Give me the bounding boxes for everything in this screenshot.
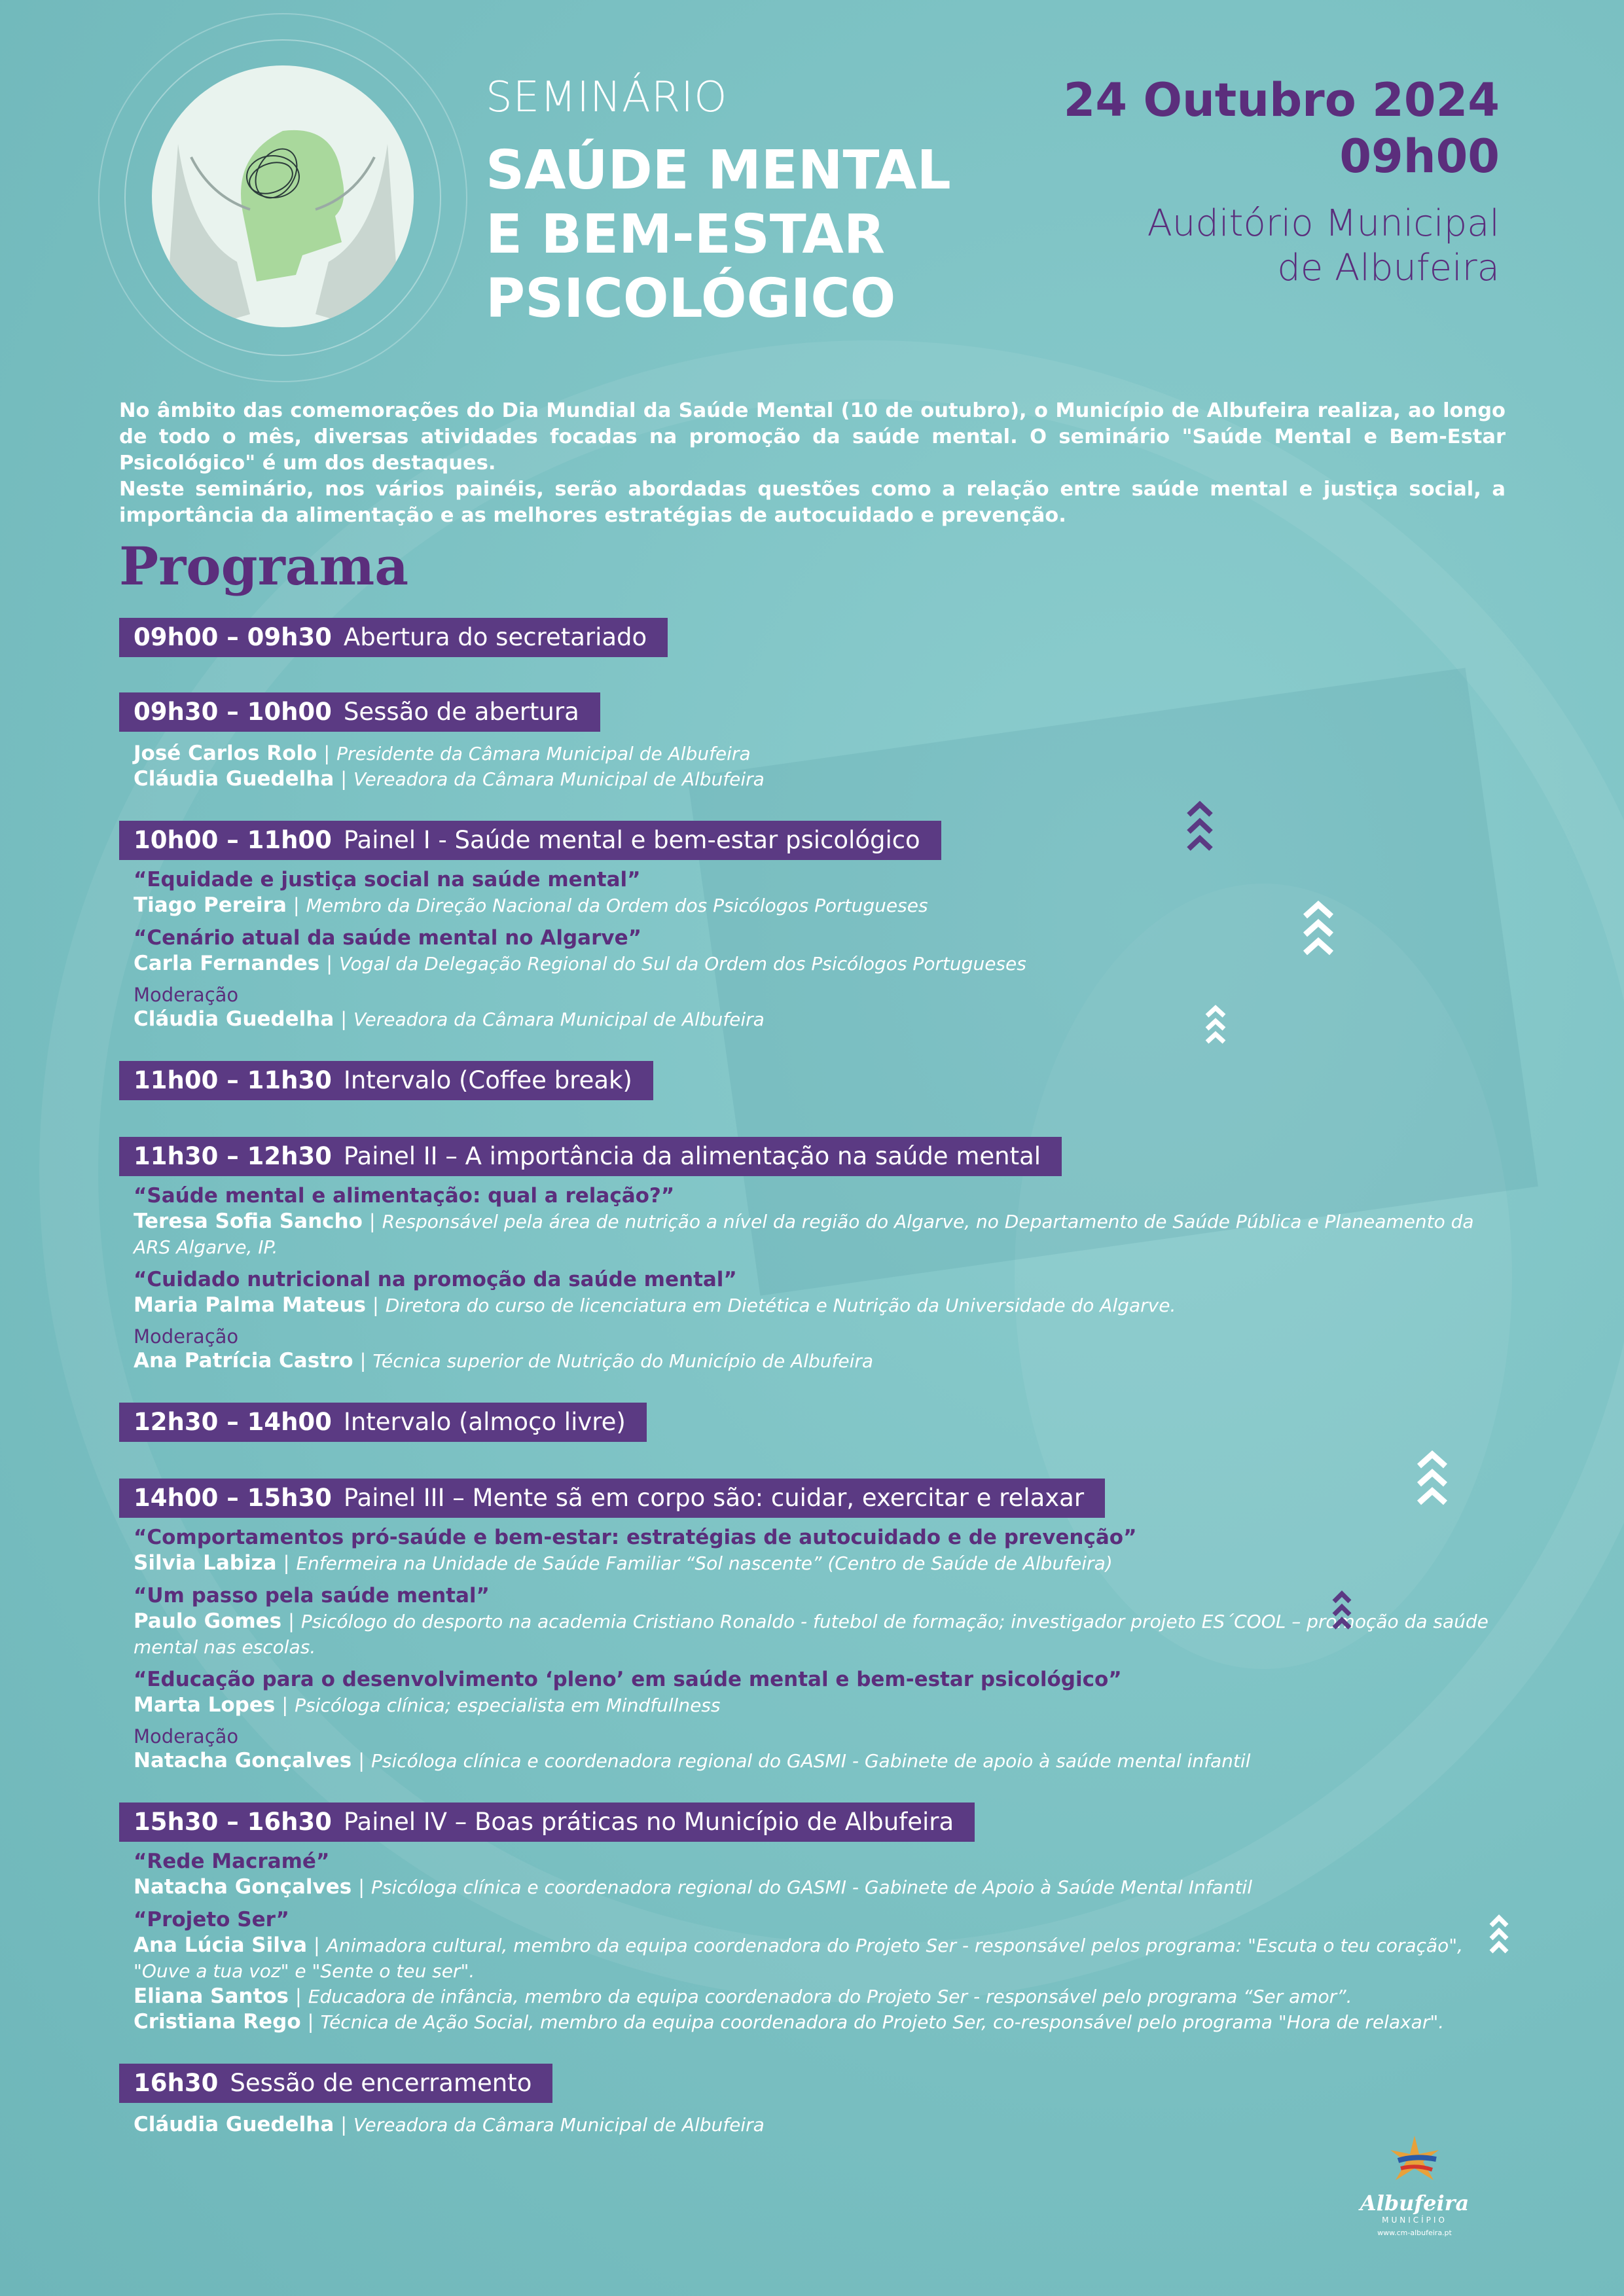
- speaker-list: [134, 741, 1507, 792]
- event-time: 09h00: [1339, 130, 1500, 183]
- speaker: [134, 2009, 1507, 2035]
- title-line: SAÚDE MENTAL: [486, 139, 951, 202]
- speaker: [134, 1984, 1507, 2009]
- session-bar: [119, 1137, 1062, 1176]
- session-title: Sessão de abertura: [343, 698, 579, 726]
- moderator: [134, 1007, 1507, 1032]
- speaker-name: Tiago Pereira: [134, 893, 287, 917]
- speaker-role: Enfermeira na Unidade de Saúde Familiar “Sol nascente” (Centro de Saúde de Albufeira): [296, 1552, 1113, 1574]
- talk-title: “Cuidado nutricional na promoção da saúde mental”: [134, 1268, 737, 1291]
- speaker-name: Ana Patrícia Castro: [134, 1349, 353, 1372]
- session-time: 14h00 – 15h30: [134, 1484, 332, 1512]
- speaker-name: Carla Fernandes: [134, 952, 320, 975]
- speaker-role: Diretora do curso de licenciatura em Dietética e Nutrição da Universidade do Algarve.: [385, 1295, 1176, 1316]
- session-bar: [119, 692, 600, 732]
- separator: |: [340, 1008, 348, 1030]
- speaker-role: Educadora de infância, membro da equipa coordenadora do Projeto Ser - responsável pelo programa “Ser amor”.: [308, 1986, 1352, 2007]
- talk-list: [134, 1848, 1507, 2035]
- speaker-name: Natacha Gonçalves: [134, 1875, 352, 1899]
- intro-text: [119, 398, 1506, 529]
- talk-title: “Saúde mental e alimentação: qual a relação?”: [134, 1184, 675, 1208]
- chevron-up-icon: [1186, 795, 1214, 861]
- logo-brand: Albufeira: [1360, 2191, 1470, 2215]
- session-bar: [119, 821, 941, 860]
- separator: |: [369, 1210, 376, 1232]
- chevron-up-icon: [1489, 1911, 1509, 1958]
- session-time: 10h00 – 11h00: [134, 826, 332, 854]
- event-info: [1064, 72, 1500, 291]
- session: [119, 1061, 1507, 1100]
- session-bar: [119, 1803, 975, 1842]
- separator: |: [340, 768, 348, 790]
- talk-list: [134, 1524, 1507, 1774]
- speaker-name: Paulo Gomes: [134, 1609, 282, 1633]
- seminar-title: [486, 139, 983, 331]
- logo-mark: [1379, 2129, 1451, 2188]
- seminar-label: SEMINÁRIO: [486, 73, 728, 122]
- session-title: Painel III – Mente sã em corpo são: cuidar, exercitar e relaxar: [343, 1484, 1085, 1512]
- session-title: Painel II – A importância da alimentação na saúde mental: [343, 1142, 1041, 1170]
- moderation-label: Moderação: [134, 1325, 239, 1348]
- session-title: Sessão de encerramento: [230, 2069, 532, 2097]
- speaker-role: Vereadora da Câmara Municipal de Albufeira: [353, 1009, 765, 1030]
- speaker-name: Cláudia Guedelha: [134, 2113, 334, 2136]
- speaker-role: Vereadora da Câmara Municipal de Albufeira: [353, 768, 765, 790]
- session-bar: [119, 618, 668, 657]
- chevron-up-icon: [1331, 1587, 1352, 1634]
- talk-title: “Projeto Ser”: [134, 1908, 289, 1931]
- speaker: [134, 893, 1507, 918]
- moderator: [134, 1748, 1507, 1774]
- speaker: [134, 1693, 1507, 1718]
- speaker-role: Psicóloga clínica e coordenadora regional do GASMI - Gabinete de apoio à saúde mental infantil: [370, 1750, 1251, 1772]
- speaker-name: Silvia Labiza: [134, 1551, 277, 1575]
- moderator: [134, 1348, 1507, 1374]
- speaker: [134, 1609, 1507, 1660]
- separator: |: [281, 1694, 289, 1716]
- session-time: 11h00 – 11h30: [134, 1066, 332, 1094]
- session-time: 12h30 – 14h00: [134, 1408, 332, 1436]
- separator: |: [283, 1552, 290, 1574]
- speaker-name: Ana Lúcia Silva: [134, 1933, 308, 1957]
- logo-url: www.cm-albufeira.pt: [1377, 2229, 1452, 2237]
- talk-list: [134, 867, 1507, 1032]
- speaker: [134, 1874, 1507, 1900]
- session-bar: [119, 1061, 653, 1100]
- moderation-label: Moderação: [134, 984, 239, 1006]
- intro-paragraph: No âmbito das comemorações do Dia Mundial da Saúde Mental (10 de outubro), o Município de Albufeira realiza, ao longo de todo o mês, diversas atividades focadas na promoção da saúde mental. O seminário "Saúde Mental e Bem-Estar Psicológico" é um dos destaques.: [119, 399, 1506, 475]
- speaker-role: Vogal da Delegação Regional do Sul da Ordem dos Psicólogos Portugueses: [339, 953, 1026, 975]
- speaker-role: Membro da Direção Nacional da Ordem dos Psicólogos Portugueses: [306, 895, 928, 916]
- session-time: 09h30 – 10h00: [134, 698, 332, 726]
- separator: |: [293, 894, 300, 916]
- speaker: [134, 741, 1507, 766]
- moderation-label: Moderação: [134, 1725, 239, 1748]
- speaker-role: Animadora cultural, membro da equipa coordenadora do Projeto Ser - responsável pelos programa: "Escuta o teu coração", "Ouve a tua voz" e "Sente o teu ser".: [134, 1935, 1463, 1982]
- schedule: [119, 618, 1507, 2138]
- title-line: E BEM-ESTAR: [486, 204, 885, 266]
- talk-title: “Equidade e justiça social na saúde mental”: [134, 868, 641, 891]
- session-bar: [119, 1479, 1105, 1518]
- venue-line: Auditório Municipal: [1147, 202, 1500, 245]
- session: [119, 1403, 1507, 1442]
- speaker-role: Presidente da Câmara Municipal de Albufeira: [336, 743, 751, 764]
- talk-title: “Comportamentos pró-saúde e bem-estar: estratégias de autocuidado e de prevenção”: [134, 1526, 1137, 1549]
- separator: |: [314, 1934, 320, 1956]
- hands-holding-head-illustration: [152, 65, 414, 327]
- speaker-name: Teresa Sofia Sancho: [134, 1210, 363, 1233]
- speaker-role: Psicóloga clínica; especialista em Mindfullness: [295, 1695, 721, 1716]
- speaker-name: Natacha Gonçalves: [134, 1749, 352, 1772]
- speaker-role: Psicóloga clínica e coordenadora regional do GASMI - Gabinete de Apoio à Saúde Mental Infantil: [370, 1876, 1252, 1898]
- speaker-name: José Carlos Rolo: [134, 742, 317, 765]
- separator: |: [359, 1350, 367, 1372]
- speaker: [134, 766, 1507, 792]
- speaker: [134, 1209, 1507, 1260]
- session-bar: [119, 2064, 552, 2103]
- separator: |: [326, 952, 333, 975]
- session: [119, 618, 1507, 657]
- venue-line: de Albufeira: [1277, 247, 1500, 289]
- speaker-role: Técnica de Ação Social, membro da equipa coordenadora do Projeto Ser, co-responsável pelo programa "Hora de relaxar".: [320, 2011, 1445, 2033]
- speaker: [134, 1293, 1507, 1318]
- speaker: [134, 1551, 1507, 1576]
- event-date: 24 Outubro 2024: [1063, 73, 1500, 127]
- session-title: Painel I - Saúde mental e bem-estar psicológico: [343, 826, 920, 854]
- session: [119, 1803, 1507, 2035]
- session-time: 15h30 – 16h30: [134, 1808, 332, 1836]
- speaker: [134, 951, 1507, 977]
- session-title: Intervalo (Coffee break): [343, 1066, 632, 1094]
- talk-title: “Um passo pela saúde mental”: [134, 1584, 490, 1607]
- speaker-name: Marta Lopes: [134, 1693, 276, 1717]
- separator: |: [372, 1294, 379, 1316]
- separator: |: [358, 1749, 365, 1772]
- session: [119, 2064, 1507, 2138]
- talk-list: [134, 1183, 1507, 1374]
- speaker-name: Eliana Santos: [134, 1984, 289, 2008]
- talk-title: “Cenário atual da saúde mental no Algarve”: [134, 926, 641, 950]
- session-time: 11h30 – 12h30: [134, 1142, 332, 1170]
- talk-title: “Educação para o desenvolvimento ‘pleno’ em saúde mental e bem-estar psicológico”: [134, 1668, 1122, 1691]
- logo-subtitle: MUNICÍPIO: [1382, 2215, 1447, 2225]
- session-bar: [119, 1403, 647, 1442]
- chevron-up-icon: [1303, 897, 1334, 969]
- separator: |: [340, 2113, 348, 2136]
- speaker: [134, 2112, 1507, 2138]
- event-venue: [1064, 202, 1500, 291]
- programa-heading: Programa: [119, 535, 409, 597]
- speaker: [134, 1933, 1507, 1984]
- session-time: 09h00 – 09h30: [134, 623, 332, 651]
- speaker-name: Cláudia Guedelha: [134, 1007, 334, 1031]
- separator: |: [288, 1610, 295, 1632]
- session: [119, 1479, 1507, 1774]
- talk-title: “Rede Macramé”: [134, 1850, 330, 1873]
- albufeira-logo-icon: [1349, 2129, 1480, 2237]
- separator: |: [358, 1876, 365, 1898]
- chevron-up-icon: [1416, 1446, 1448, 1518]
- speaker-name: Cláudia Guedelha: [134, 767, 334, 791]
- separator: |: [323, 742, 331, 764]
- session-time: 16h30: [134, 2069, 219, 2097]
- session: [119, 821, 1507, 1032]
- separator: |: [295, 1985, 302, 2007]
- speaker-role: Vereadora da Câmara Municipal de Albufeira: [353, 2114, 765, 2136]
- speaker-role: Técnica superior de Nutrição do Município de Albufeira: [372, 1350, 874, 1372]
- speaker-role: Psicólogo do desporto na academia Cristiano Ronaldo - futebol de formação; investigador projeto ES´COOL – promoção da saúde mental nas escolas.: [134, 1611, 1489, 1658]
- speaker-name: Cristiana Rego: [134, 2010, 301, 2034]
- separator: |: [307, 2011, 314, 2033]
- session: [119, 692, 1507, 792]
- session: [119, 1137, 1507, 1374]
- intro-paragraph: Neste seminário, nos vários painéis, serão abordadas questões como a relação entre saúde mental e justiça social, a importância da alimentação e as melhores estratégias de autocuidado e prevenção.: [119, 478, 1506, 527]
- session-title: Abertura do secretariado: [343, 623, 647, 651]
- speaker-list: [134, 2112, 1507, 2138]
- chevron-up-icon: [1204, 1001, 1227, 1049]
- speaker-role: Responsável pela área de nutrição a nível da região do Algarve, no Departamento de Saúde Pública e Planeamento da ARS Algarve, IP.: [134, 1211, 1474, 1258]
- session-title: Painel IV – Boas práticas no Município de Albufeira: [343, 1808, 954, 1836]
- title-line: PSICOLÓGICO: [486, 268, 896, 330]
- speaker-name: Maria Palma Mateus: [134, 1293, 366, 1317]
- session-title: Intervalo (almoço livre): [343, 1408, 626, 1436]
